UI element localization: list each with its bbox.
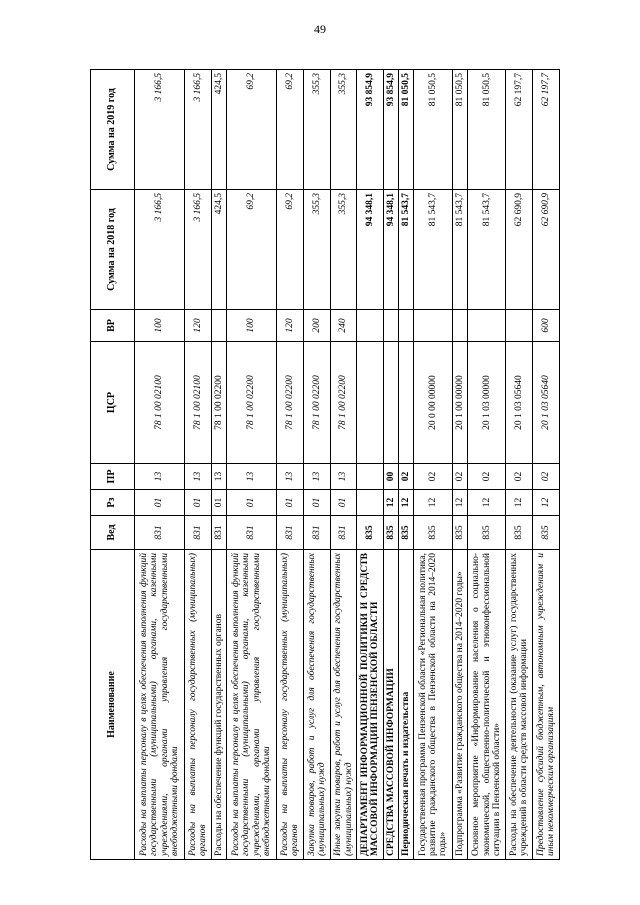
cell-sum-2019: 81 050,5 <box>467 70 505 190</box>
cell-rz: 12 <box>533 490 560 516</box>
cell-sum-2019: 355,3 <box>303 70 330 190</box>
cell-name: Государственная программа Пензенской области «Региональная политика, развитие гражданского общества в Пензенской области на 2014–2020 годы» <box>414 550 452 860</box>
cell-ved: 831 <box>135 516 185 550</box>
cell-sum-2019: 62 197,7 <box>506 70 533 190</box>
header-sum-2019: Сумма на 2019 год <box>91 70 135 190</box>
cell-sum-2018: 81 543,7 <box>414 190 452 310</box>
cell-ved: 835 <box>384 516 399 550</box>
cell-ved: 835 <box>357 516 384 550</box>
cell-rz: 12 <box>452 490 467 516</box>
cell-pr: 02 <box>533 464 560 490</box>
header-pr: ПР <box>91 464 135 490</box>
cell-sum-2018: 3 166,5 <box>135 190 185 310</box>
cell-ved: 835 <box>399 516 414 550</box>
cell-ved: 835 <box>533 516 560 550</box>
cell-pr: 13 <box>185 464 212 490</box>
cell-csr: 20 1 03 05640 <box>533 342 560 464</box>
cell-rz: 01 <box>185 490 212 516</box>
table-row <box>533 70 560 860</box>
cell-pr: 13 <box>211 464 226 490</box>
cell-pr: 13 <box>330 464 357 490</box>
cell-csr <box>357 342 384 464</box>
cell-sum-2019: 355,3 <box>330 70 357 190</box>
cell-name: ДЕПАРТАМЕНТ ИНФОРМАЦИОННОЙ ПОЛИТИКИ И СРЕДСТВ МАССОВОЙ ИНФОРМАЦИИ ПЕНЗЕНСКОЙ ОБЛАСТИ <box>357 550 384 860</box>
cell-vr <box>399 310 414 342</box>
cell-name: Расходы на обеспечение деятельности (оказание услуг) государственных учреждений в области средств массовой информации <box>506 550 533 860</box>
cell-ved: 835 <box>452 516 467 550</box>
cell-name: Подпрограмма «Развитие гражданского общества на 2014–2020 годы» <box>452 550 467 860</box>
table-row <box>399 70 414 860</box>
cell-sum-2018: 81 543,7 <box>467 190 505 310</box>
table-row <box>506 70 533 860</box>
cell-rz: 01 <box>303 490 330 516</box>
table-row <box>330 70 357 860</box>
header-rz: Рз <box>91 490 135 516</box>
cell-ved: 831 <box>303 516 330 550</box>
cell-vr: 600 <box>533 310 560 342</box>
cell-sum-2019: 69,2 <box>226 70 276 190</box>
cell-sum-2018: 81 543,7 <box>452 190 467 310</box>
cell-vr <box>384 310 399 342</box>
cell-name: Основное мероприятие «Информирование населения о социально-экономической, общественно-политической и этноконфессиональной ситуации в Пензенской области» <box>467 550 505 860</box>
cell-csr <box>384 342 399 464</box>
cell-vr <box>357 310 384 342</box>
cell-pr: 00 <box>384 464 399 490</box>
table-row <box>414 70 452 860</box>
cell-sum-2018: 424,5 <box>211 190 226 310</box>
cell-ved: 831 <box>211 516 226 550</box>
cell-name: Периодическая печать и издательства <box>399 550 414 860</box>
cell-sum-2019: 81 050,5 <box>414 70 452 190</box>
cell-csr: 78 1 00 02100 <box>185 342 212 464</box>
table-row <box>135 70 185 860</box>
cell-sum-2019: 3 166,5 <box>185 70 212 190</box>
cell-sum-2018: 62 690,9 <box>506 190 533 310</box>
header-name: Наименование <box>91 550 135 860</box>
cell-pr: 02 <box>467 464 505 490</box>
cell-pr: 13 <box>135 464 185 490</box>
cell-rz: 12 <box>399 490 414 516</box>
cell-vr: 200 <box>303 310 330 342</box>
cell-vr: 120 <box>185 310 212 342</box>
cell-name: Предоставление субсидий бюджетным, автономным учреждениям и иным некоммерческим организациям <box>533 550 560 860</box>
cell-rz: 01 <box>277 490 304 516</box>
cell-sum-2018: 81 543,7 <box>399 190 414 310</box>
table-row <box>226 70 276 860</box>
cell-pr: 02 <box>506 464 533 490</box>
cell-vr <box>414 310 452 342</box>
cell-sum-2019: 62 197,7 <box>533 70 560 190</box>
cell-pr: 02 <box>414 464 452 490</box>
cell-pr: 02 <box>452 464 467 490</box>
cell-csr: 20 1 03 00000 <box>467 342 505 464</box>
cell-rz: 12 <box>506 490 533 516</box>
cell-ved: 835 <box>414 516 452 550</box>
cell-sum-2018: 62 690,9 <box>533 190 560 310</box>
cell-vr <box>506 310 533 342</box>
header-vr: ВР <box>91 310 135 342</box>
cell-ved: 831 <box>185 516 212 550</box>
cell-sum-2018: 3 166,5 <box>185 190 212 310</box>
cell-csr: 78 1 00 02200 <box>226 342 276 464</box>
cell-ved: 831 <box>330 516 357 550</box>
cell-ved: 831 <box>277 516 304 550</box>
cell-pr: 13 <box>226 464 276 490</box>
table-row <box>452 70 467 860</box>
cell-pr: 13 <box>303 464 330 490</box>
cell-rz: 12 <box>384 490 399 516</box>
cell-rz: 01 <box>211 490 226 516</box>
cell-csr <box>399 342 414 464</box>
cell-pr <box>357 464 384 490</box>
cell-pr: 13 <box>277 464 304 490</box>
budget-table <box>90 69 560 860</box>
cell-name: Расходы на выплаты персоналу в целях обеспечения выполнения функций государственными (муниципальными) органами, казенными учреждениями, органами управления государственными внебюджетными фондами <box>135 550 185 860</box>
table-row <box>277 70 304 860</box>
cell-rz: 01 <box>330 490 357 516</box>
cell-rz: 01 <box>135 490 185 516</box>
cell-sum-2019: 3 166,5 <box>135 70 185 190</box>
cell-vr <box>467 310 505 342</box>
cell-sum-2019: 93 854,9 <box>384 70 399 190</box>
cell-rz <box>357 490 384 516</box>
cell-name: СРЕДСТВА МАССОВОЙ ИНФОРМАЦИИ <box>384 550 399 860</box>
budget-table-rotated <box>90 70 560 860</box>
cell-rz: 12 <box>467 490 505 516</box>
cell-sum-2019: 93 854,9 <box>357 70 384 190</box>
cell-sum-2018: 69,2 <box>277 190 304 310</box>
cell-vr: 100 <box>135 310 185 342</box>
cell-vr <box>452 310 467 342</box>
cell-sum-2019: 69,2 <box>277 70 304 190</box>
cell-sum-2018: 94 348,1 <box>384 190 399 310</box>
cell-sum-2019: 424,5 <box>211 70 226 190</box>
cell-sum-2019: 81 050,5 <box>452 70 467 190</box>
cell-vr: 120 <box>277 310 304 342</box>
cell-vr: 100 <box>226 310 276 342</box>
cell-sum-2018: 69,2 <box>226 190 276 310</box>
cell-csr: 20 0 00 00000 <box>414 342 452 464</box>
cell-sum-2018: 355,3 <box>330 190 357 310</box>
header-ved: Вед <box>91 516 135 550</box>
cell-vr: 240 <box>330 310 357 342</box>
table-header-row <box>91 70 135 860</box>
cell-name: Расходы на выплаты персоналу государственных (муниципальных) органов <box>277 550 304 860</box>
cell-csr: 78 1 00 02200 <box>303 342 330 464</box>
header-sum-2018: Сумма на 2018 год <box>91 190 135 310</box>
cell-sum-2019: 81 050,5 <box>399 70 414 190</box>
cell-ved: 835 <box>506 516 533 550</box>
cell-name: Расходы на выплаты персоналу в целях обеспечения выполнения функций государственными (муниципальными) органами, казенными учреждениями, органами управления государственными внебюджетными фондами <box>226 550 276 860</box>
header-csr: ЦСР <box>91 342 135 464</box>
cell-name: Закупка товаров, работ и услуг для обеспечения государственных (муниципальных) нужд <box>303 550 330 860</box>
cell-csr: 78 1 00 02100 <box>135 342 185 464</box>
table-body <box>135 70 560 860</box>
cell-vr <box>211 310 226 342</box>
cell-sum-2018: 355,3 <box>303 190 330 310</box>
cell-pr: 02 <box>399 464 414 490</box>
page-number: 49 <box>314 22 326 36</box>
table-row <box>211 70 226 860</box>
cell-csr: 20 1 00 00000 <box>452 342 467 464</box>
cell-csr: 78 1 00 02200 <box>277 342 304 464</box>
cell-name: Расходы на выплаты персоналу государственных (муниципальных) органов <box>185 550 212 860</box>
cell-ved: 831 <box>226 516 276 550</box>
cell-csr: 20 1 03 05640 <box>506 342 533 464</box>
table-row <box>467 70 505 860</box>
cell-ved: 835 <box>467 516 505 550</box>
cell-csr: 78 1 00 02200 <box>211 342 226 464</box>
table-row <box>357 70 384 860</box>
cell-rz: 12 <box>414 490 452 516</box>
table-row <box>185 70 212 860</box>
table-row <box>303 70 330 860</box>
cell-sum-2018: 94 348,1 <box>357 190 384 310</box>
cell-rz: 01 <box>226 490 276 516</box>
cell-name: Расходы на обеспечение функций государственных органов <box>211 550 226 860</box>
cell-csr: 78 1 00 02200 <box>330 342 357 464</box>
table-row <box>384 70 399 860</box>
cell-name: Иные закупки товаров, работ и услуг для обеспечения государственных (муниципальных) нужд <box>330 550 357 860</box>
